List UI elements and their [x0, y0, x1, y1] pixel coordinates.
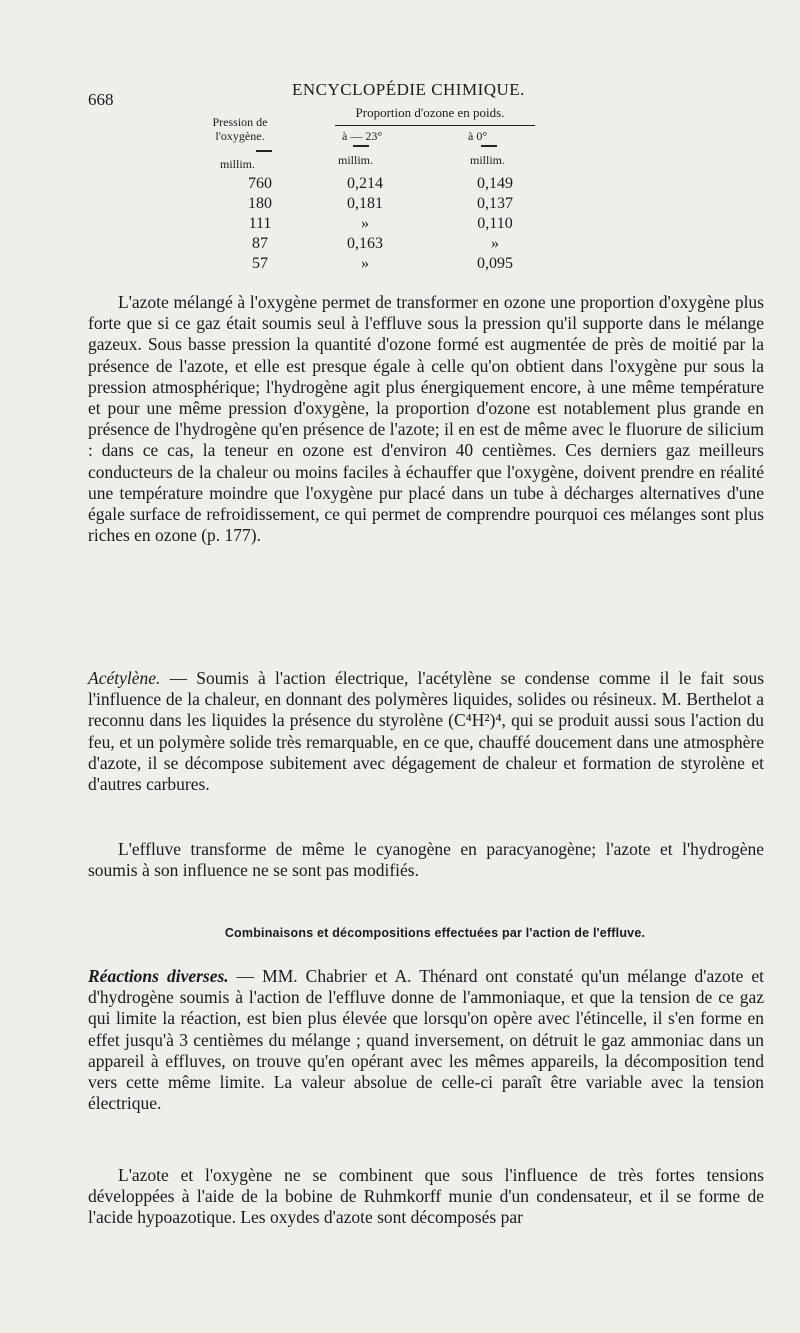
table-row [190, 195, 570, 215]
running-head: ENCYCLOPÉDIE CHIMIQUE. [292, 80, 525, 99]
pressure-cell: 87 [252, 235, 268, 252]
paragraph-reactions [88, 966, 764, 1114]
ozone-cell: » [361, 215, 369, 232]
unit-label: millim. [220, 157, 256, 171]
ozone-cell: » [361, 255, 369, 272]
paragraph-heading: Acétylène. [88, 668, 161, 688]
paragraph-body: — Soumis à l'action électrique, l'acétylène se condense comme il le fait sous l'influence de la chaleur, en donnant des polymères liquides, solides ou résineux. M. Berthelot a reconnu dans les liquides la présence du styrolène (C⁴H²)⁴, qui se produit aussi sous l'action du feu, et un polymère solide très remarquable, en ce que, chauffé doucement dans une atmosphère d'azote, il se décompose subitement avec dégagement de chaleur et formation de styrolène et d'autres carbures. [88, 668, 764, 795]
ozone-cell: 0,181 [347, 195, 383, 212]
column-dash [353, 145, 369, 147]
header-rule [335, 125, 535, 126]
paragraph-azote-oxygene: L'azote et l'oxygène ne se combinent que sous l'influence de très fortes tensions développées à l'aide de la bobine de Ruhmkorff munie d'un condensateur, et il se forme de l'acide hypoazotique. Les oxydes d'azote sont décomposés par [88, 1165, 764, 1228]
page-number: 668 [88, 90, 114, 109]
column-dash [256, 150, 272, 152]
ozone-cell: 0,149 [477, 175, 513, 192]
ozone-cell: 0,095 [477, 255, 513, 272]
column-dash [481, 145, 497, 147]
pressure-cell: 760 [248, 175, 272, 192]
table-row [190, 175, 570, 195]
section-heading: Combinaisons et décompositions effectuées par l'action de l'effluve. [224, 926, 646, 940]
ozone-column-header: Proportion d'ozone en poids. [355, 105, 505, 120]
paragraph-heading: Réactions diverses. [88, 966, 229, 986]
pressure-column-header: Pression de l'oxygène. [212, 115, 268, 143]
ozone-cell: 0,163 [347, 235, 383, 252]
ozone-cell: 0,214 [347, 175, 383, 192]
subheader-minus-23: à — 23° [342, 129, 383, 143]
pressure-cell: 180 [248, 195, 272, 212]
unit-label: millim. [338, 153, 374, 167]
paragraph-cyanogene: L'effluve transforme de même le cyanogène en paracyanogène; l'azote et l'hydrogène soumis à son influence ne se sont pas modifiés. [88, 839, 764, 881]
paragraph-body: — MM. Chabrier et A. Thénard ont constaté qu'un mélange d'azote et d'hydrogène soumis à l'action de l'effluve donne de l'ammoniaque, et que la tension de ce gaz qui limite la réaction, est bien plus élevée que lorsqu'on opère avec l'étincelle, il s'en forme en effet jusqu'à 3 centièmes du mélange ; quand inversement, on détruit le gaz ammoniac dans un appareil à effluves, on trouve qu'en opérant avec les mêmes appareils, la décomposition tend vers cette même limite. La valeur absolue de celle-ci paraît être variable avec la tension électrique. [88, 966, 764, 1114]
table-row [190, 215, 570, 235]
paragraph-acetylene [88, 668, 764, 795]
pressure-cell: 57 [252, 255, 268, 272]
paragraph-azote: L'azote mélangé à l'oxygène permet de transformer en ozone une proportion d'oxygène plus forte que si ce gaz était soumis seul à l'effluve sous la pression qu'il supporte dans le mélange gazeux. Sous basse pression la quantité d'ozone formé est augmentée de près de moitié par la présence de l'azote, et elle est presque égale à celle qu'on obtient dans l'oxygène pur sous la pression atmosphérique; l'hydrogène agit plus énergiquement encore, à une même température et pour une même pression d'oxygène, la proportion d'ozone est notablement plus grande en présence de l'hydrogène qu'en présence de l'azote; il en est de même avec le fluorure de silicium : dans ce cas, la teneur en ozone est d'environ 40 centièmes. Ces derniers gaz meilleurs conducteurs de la chaleur ou moins faciles à échauffer que l'oxygène, doivent prendre en réalité une température moindre que l'oxygène pur placé dans un tube à décharges alternatives d'une égale surface de refroidissement, ce qui permet de comprendre pourquoi ces mélanges sont plus riches en ozone (p. 177). [88, 292, 764, 546]
subheader-zero: à 0° [468, 129, 488, 143]
ozone-cell: » [491, 235, 499, 252]
pressure-cell: 111 [248, 215, 272, 232]
table-row [190, 235, 570, 255]
unit-label: millim. [470, 153, 506, 167]
table-row [190, 255, 570, 275]
ozone-cell: 0,110 [477, 215, 513, 232]
ozone-cell: 0,137 [477, 195, 513, 212]
